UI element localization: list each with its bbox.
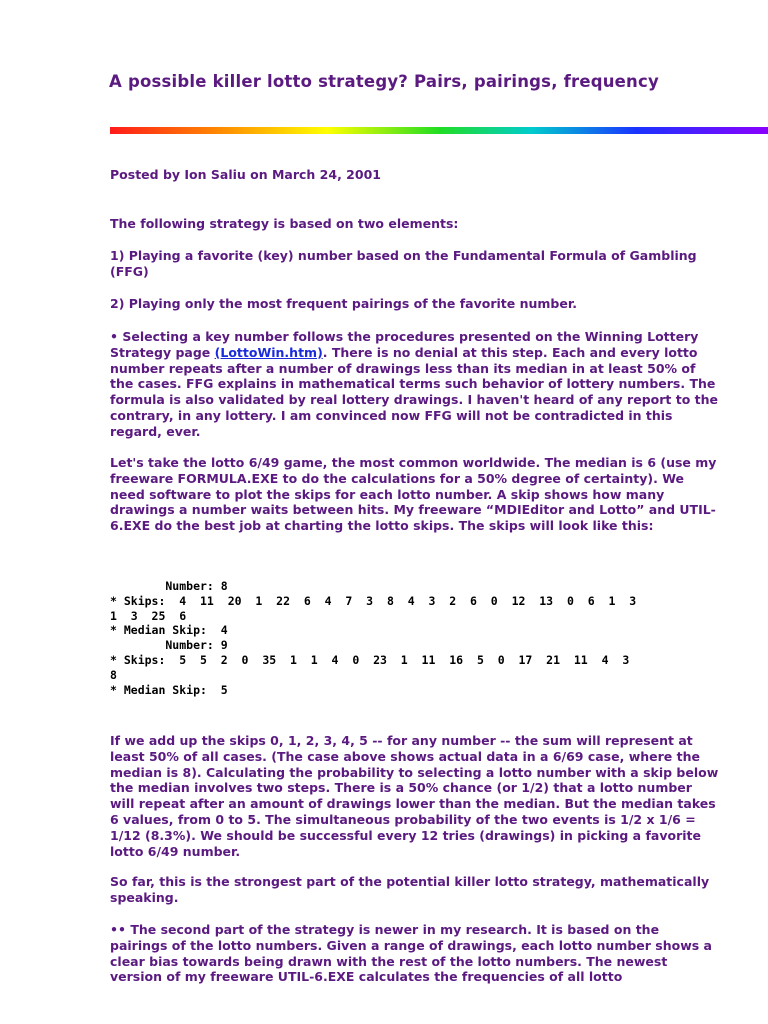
lottowin-link[interactable]: (LottoWin.htm) bbox=[214, 344, 323, 360]
element-2: 2) Playing only the most frequent pairings of the favorite number. bbox=[110, 296, 577, 311]
paragraph-pairings: •• The second part of the strategy is newer in my research. It is based on the pairings of the lotto numbers. Given a range of drawings, each lotto number shows a clear bias towards being drawn with the rest of the lotto numbers. The newest version of my freeware UTIL-6.EXE calculates the frequencies of all lotto bbox=[110, 922, 712, 985]
element-1: 1) Playing a favorite (key) number based on the Fundamental Formula of Gambling (FFG) bbox=[110, 248, 697, 279]
p1-text-start: • Selecting a key number follows the procedures presented on the Winning Lottery Strategy page bbox=[110, 329, 699, 360]
page-title: A possible killer lotto strategy? Pairs, pairings, frequency bbox=[109, 72, 659, 91]
skips-chart: Number: 8 * Skips: 4 11 20 1 22 6 4 7 3 8 4 3 2 6 0 12 13 0 6 1 3 1 3 25 6 * Median Skip: 4 Number: 9 * Skips: 5 5 2 0 35 1 1 4 0 23 1 11 16 5 0 17 21 11 4 3 8 * Median Skip: 5 bbox=[110, 579, 637, 697]
paragraph-key-number bbox=[110, 329, 720, 440]
intro-paragraph: The following strategy is based on two elements: bbox=[110, 216, 459, 231]
p1-text-end: . There is no denial at this step. Each and every lotto number repeats after a number of drawings less than its median in at least 50% of the cases. FFG explains in mathematical terms such behavior of lottery numbers. The formula is also validated by real lottery drawings. I haven't heard of any report to the contrary, in any lottery. I am convinced now FFG will not be contradicted in this regard, ever. bbox=[110, 344, 718, 439]
paragraph-probability: If we add up the skips 0, 1, 2, 3, 4, 5 -- for any number -- the sum will represent at least 50% of all cases. (The case above shows actual data in a 6/69 case, where the median is 8). Calculating the probability to selecting a lotto number with a skip below the median involves two steps. There is a 50% chance (or 1/2) that a lotto number will repeat after an amount of drawings lower than the median. But the median takes 6 values, from 0 to 5. The simultaneous probability of the two events is 1/2 x 1/6 = 1/12 (8.3%). We should be successful every 12 tries (drawings) in picking a favorite lotto 6/49 number. bbox=[110, 733, 719, 859]
posted-by: Posted by Ion Saliu on March 24, 2001 bbox=[110, 167, 381, 182]
rainbow-divider bbox=[110, 127, 768, 134]
paragraph-lotto-649: Let's take the lotto 6/49 game, the most common worldwide. The median is 6 (use my freeware FORMULA.EXE to do the calculations for a 50% degree of certainty). We need software to plot the skips for each lotto number. A skip shows how many drawings a number waits between hits. My freeware “MDIEditor and Lotto” and UTIL-6.EXE do the best job at charting the lotto skips. The skips will look like this: bbox=[110, 455, 717, 534]
paragraph-so-far: So far, this is the strongest part of the potential killer lotto strategy, mathematically speaking. bbox=[110, 874, 710, 905]
